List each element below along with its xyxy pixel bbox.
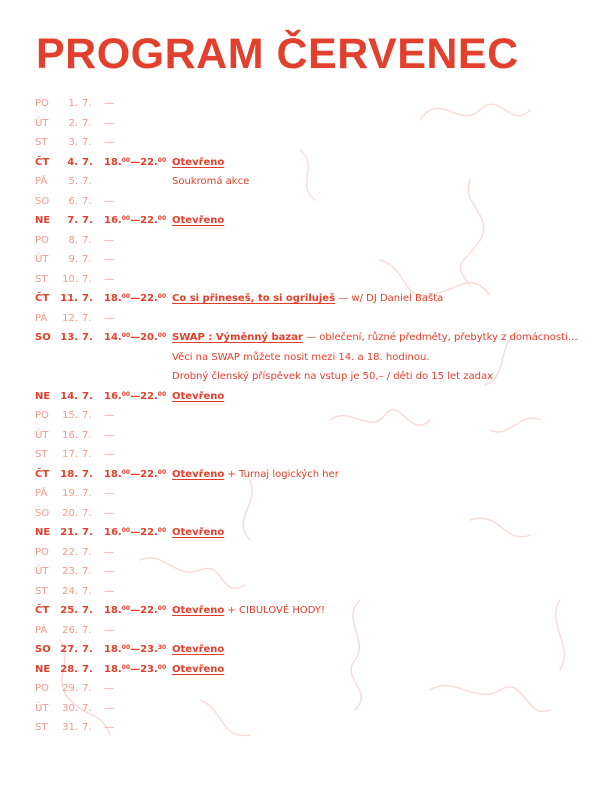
date-month: 7.: [82, 293, 93, 304]
end-minutes: 00: [157, 156, 167, 164]
day-label: ÚT: [35, 429, 49, 441]
day-label: SO: [35, 644, 51, 655]
start-hour: 18.: [104, 293, 122, 304]
schedule-row: [35, 211, 595, 231]
event-link[interactable]: Otevřeno: [172, 156, 225, 168]
date-day: 3.: [68, 137, 78, 148]
date-month: 7.: [82, 683, 92, 694]
start-hour: 18.: [104, 156, 122, 168]
date-day: 9.: [68, 254, 78, 265]
schedule-row: [35, 192, 595, 212]
date-month: 7.: [82, 585, 92, 597]
event-link[interactable]: SWAP : Výměnný bazar: [172, 332, 303, 343]
end-minutes: 00: [157, 663, 167, 671]
date-month: 7.: [82, 488, 92, 499]
day-label: PO: [35, 683, 49, 694]
day-label: ÚT: [35, 702, 49, 714]
schedule-row: [35, 718, 595, 738]
time-separator: —: [130, 215, 141, 226]
date-month: 7.: [82, 234, 92, 246]
end-hour: 22.: [140, 293, 158, 304]
date-day: 20.: [62, 507, 78, 519]
day-label: NE: [35, 215, 51, 226]
empty-dash: —: [104, 429, 114, 441]
empty-dash: —: [104, 195, 114, 207]
end-minutes: 30: [157, 644, 167, 651]
schedule-row: [35, 153, 595, 173]
event: [172, 523, 224, 543]
date-day: 6.: [68, 195, 78, 207]
date-day: 12.: [62, 312, 78, 324]
end-hour: 20.: [140, 332, 158, 343]
empty-dash: —: [104, 273, 114, 285]
time-separator: —: [130, 644, 141, 655]
schedule-row: [35, 172, 595, 192]
start-hour: 16.: [104, 215, 122, 226]
date-month: 7.: [82, 332, 93, 343]
empty-dash: —: [104, 546, 114, 558]
date-month: 7.: [82, 449, 92, 460]
event: [172, 289, 443, 309]
end-hour: 23.: [140, 644, 158, 655]
schedule-row: [35, 484, 595, 504]
empty-dash: —: [104, 507, 114, 519]
schedule-row: [35, 582, 595, 602]
empty-dash: —: [104, 585, 114, 597]
date-month: 7.: [82, 98, 92, 109]
start-minutes: 00: [121, 332, 131, 339]
date-month: 7.: [82, 273, 92, 285]
date-day: 8.: [68, 234, 78, 246]
event-link[interactable]: Otevřeno: [172, 644, 225, 655]
schedule-row: [35, 426, 595, 446]
date-day: 29.: [62, 683, 78, 694]
event-extra: — w/ DJ Daniel Bašta: [335, 293, 444, 304]
day-label: ST: [35, 449, 48, 460]
day-label: PO: [35, 546, 49, 558]
schedule-row: [35, 250, 595, 270]
event-note: Soukromá akce: [172, 176, 250, 187]
time-range: [104, 660, 166, 680]
date-month: 7.: [82, 117, 92, 129]
day-label: ČT: [35, 605, 50, 616]
day-label: ÚT: [35, 254, 49, 265]
day-label: ČT: [35, 156, 50, 168]
start-hour: 16.: [104, 390, 122, 402]
time-separator: —: [130, 156, 141, 168]
empty-dash: —: [104, 98, 114, 109]
event-note: Drobný členský příspěvek na vstup je 50,– / děti do 15 let zadax: [172, 371, 494, 382]
date-day: 17.: [62, 449, 78, 460]
start-minutes: 00: [121, 644, 131, 651]
end-minutes: 00: [157, 293, 167, 300]
day-label: ST: [35, 273, 48, 285]
schedule-row: [35, 133, 595, 153]
empty-dash: —: [104, 117, 114, 129]
event-link[interactable]: Otevřeno: [172, 215, 225, 226]
event-link[interactable]: Otevřeno: [172, 663, 225, 675]
time-range: [104, 153, 166, 173]
event-link[interactable]: Otevřeno: [172, 390, 225, 402]
start-hour: 16.: [104, 527, 122, 538]
schedule-row-note: [35, 367, 595, 387]
schedule-row: [35, 523, 595, 543]
date-day: 27.: [60, 644, 78, 655]
schedule-row: [35, 309, 595, 329]
schedule-row: [35, 328, 595, 348]
empty-dash: —: [104, 410, 114, 421]
event-link[interactable]: Otevřeno: [172, 605, 225, 616]
end-minutes: 00: [157, 527, 167, 534]
empty-dash: —: [104, 566, 114, 577]
date-day: 15.: [62, 410, 78, 421]
date-month: 7.: [82, 215, 93, 226]
day-label: ST: [35, 137, 48, 148]
time-separator: —: [130, 663, 141, 675]
date-day: 28.: [60, 663, 78, 675]
end-minutes: 00: [157, 605, 167, 612]
date-day: 7.: [67, 215, 78, 226]
date-day: 18.: [60, 468, 78, 480]
start-minutes: 00: [121, 156, 131, 164]
date-month: 7.: [82, 312, 92, 324]
schedule-row: [35, 270, 595, 290]
start-hour: 18.: [104, 663, 122, 675]
schedule-row: [35, 543, 595, 563]
empty-dash: —: [104, 683, 114, 694]
schedule-row: [35, 640, 595, 660]
event: [172, 153, 224, 173]
day-label: ČT: [35, 293, 50, 304]
event-extra: + CIBULOVÉ HODY!: [224, 605, 326, 616]
end-hour: 22.: [140, 156, 158, 168]
time-separator: —: [130, 293, 141, 304]
date-month: 7.: [82, 137, 92, 148]
date-day: 31.: [62, 722, 78, 733]
day-label: PO: [35, 410, 49, 421]
schedule-row: [35, 679, 595, 699]
schedule-row: [35, 387, 595, 407]
empty-dash: —: [104, 702, 114, 714]
schedule-row: [35, 289, 595, 309]
time-separator: —: [130, 332, 141, 343]
schedule-row: [35, 406, 595, 426]
time-range: [104, 601, 166, 621]
date-day: 16.: [62, 429, 78, 441]
empty-dash: —: [104, 722, 114, 733]
event-extra: — oblečení, různé předměty, přebytky z domácnosti…: [302, 332, 578, 343]
schedule-row: [35, 114, 595, 134]
time-separator: —: [130, 527, 141, 538]
schedule-row: [35, 562, 595, 582]
start-minutes: 00: [121, 663, 131, 671]
event-link[interactable]: Co si přineseš, to si ogriluješ: [172, 293, 336, 304]
event: [172, 328, 578, 348]
end-hour: 22.: [140, 215, 158, 226]
date-day: 24.: [62, 585, 78, 597]
date-month: 7.: [82, 195, 92, 207]
event-note: Věci na SWAP můžete nosit mezi 14. a 18. hodinou.: [172, 351, 430, 363]
date-day: 19.: [62, 488, 78, 499]
date-month: 7.: [82, 566, 92, 577]
schedule-row: [35, 621, 595, 641]
start-minutes: 00: [121, 468, 131, 476]
date-month: 7.: [82, 702, 92, 714]
event: [172, 387, 224, 407]
date-month: 7.: [82, 722, 92, 733]
date-day: 5.: [68, 176, 78, 187]
date-month: 7.: [82, 624, 92, 636]
end-hour: 23.: [140, 663, 158, 675]
date-day: 22.: [62, 546, 78, 558]
event-link[interactable]: Otevřeno: [172, 527, 225, 538]
day-label: ČT: [35, 468, 50, 480]
day-label: ST: [35, 722, 48, 733]
start-hour: 18.: [104, 644, 122, 655]
start-minutes: 00: [121, 215, 131, 222]
date-day: 13.: [60, 332, 78, 343]
schedule-row: [35, 699, 595, 719]
event-extra: + Turnaj logických her: [224, 468, 339, 480]
time-range: [104, 523, 166, 543]
end-minutes: 00: [157, 332, 167, 339]
time-range: [104, 640, 166, 660]
date-day: 10.: [62, 273, 78, 285]
date-month: 7.: [82, 176, 92, 187]
empty-dash: —: [104, 624, 114, 636]
date-day: 2.: [68, 117, 78, 129]
page-title: PROGRAM ČERVENEC: [36, 30, 519, 78]
date-day: 26.: [62, 624, 78, 636]
time-range: [104, 328, 166, 348]
end-minutes: 00: [157, 390, 167, 398]
empty-dash: —: [104, 234, 114, 246]
date-month: 7.: [82, 429, 92, 441]
start-minutes: 00: [121, 293, 131, 300]
schedule-row: [35, 94, 595, 114]
start-minutes: 00: [121, 605, 131, 612]
date-day: 21.: [60, 527, 78, 538]
time-separator: —: [130, 605, 141, 616]
end-hour: 22.: [140, 527, 158, 538]
date-day: 30.: [62, 702, 78, 714]
day-label: NE: [35, 390, 51, 402]
day-label: ST: [35, 585, 48, 597]
time-range: [104, 387, 166, 407]
day-label: PÁ: [35, 624, 48, 636]
date-month: 7.: [82, 527, 93, 538]
date-month: 7.: [82, 254, 92, 265]
date-month: 7.: [82, 644, 93, 655]
date-day: 25.: [60, 605, 78, 616]
date-day: 23.: [62, 566, 78, 577]
date-day: 14.: [60, 390, 78, 402]
day-label: SO: [35, 195, 50, 207]
date-month: 7.: [82, 507, 92, 519]
day-label: ÚT: [35, 566, 49, 577]
date-month: 7.: [82, 468, 93, 480]
day-label: SO: [35, 507, 50, 519]
date-day: 11.: [60, 293, 78, 304]
end-hour: 22.: [140, 390, 158, 402]
time-range: [104, 465, 166, 485]
start-hour: 14.: [104, 332, 122, 343]
day-label: NE: [35, 663, 51, 675]
empty-dash: —: [104, 312, 114, 324]
start-minutes: 00: [121, 527, 131, 534]
end-minutes: 00: [157, 215, 167, 222]
schedule-list: [35, 94, 595, 738]
start-minutes: 00: [121, 390, 131, 398]
time-range: [104, 289, 166, 309]
schedule-row-note: [35, 348, 595, 368]
end-hour: 22.: [140, 605, 158, 616]
event: [172, 601, 325, 621]
day-label: ÚT: [35, 117, 49, 129]
date-month: 7.: [82, 390, 93, 402]
end-hour: 22.: [140, 468, 158, 480]
date-month: 7.: [82, 663, 93, 675]
time-range: [104, 211, 166, 231]
empty-dash: —: [104, 488, 114, 499]
empty-dash: —: [104, 137, 114, 148]
day-label: NE: [35, 527, 51, 538]
event-link[interactable]: Otevřeno: [172, 468, 225, 480]
schedule-row: [35, 504, 595, 524]
schedule-row: [35, 660, 595, 680]
time-separator: —: [130, 468, 141, 480]
schedule-row: [35, 445, 595, 465]
empty-dash: —: [104, 254, 114, 265]
date-day: 4.: [67, 156, 78, 168]
day-label: PO: [35, 98, 49, 109]
end-minutes: 00: [157, 468, 167, 476]
schedule-row: [35, 465, 595, 485]
day-label: PÁ: [35, 488, 48, 499]
date-month: 7.: [82, 605, 93, 616]
start-hour: 18.: [104, 605, 122, 616]
date-month: 7.: [82, 410, 92, 421]
event: [172, 640, 224, 660]
date-month: 7.: [82, 546, 92, 558]
day-label: SO: [35, 332, 51, 343]
event: [172, 211, 224, 231]
start-hour: 18.: [104, 468, 122, 480]
time-separator: —: [130, 390, 141, 402]
date-month: 7.: [82, 156, 93, 168]
event: [172, 465, 339, 485]
date-day: 1.: [68, 98, 78, 109]
day-label: PÁ: [35, 176, 48, 187]
day-label: PÁ: [35, 312, 48, 324]
empty-dash: —: [104, 449, 114, 460]
schedule-row: [35, 601, 595, 621]
schedule-row: [35, 231, 595, 251]
day-label: PO: [35, 234, 49, 246]
event: [172, 660, 224, 680]
